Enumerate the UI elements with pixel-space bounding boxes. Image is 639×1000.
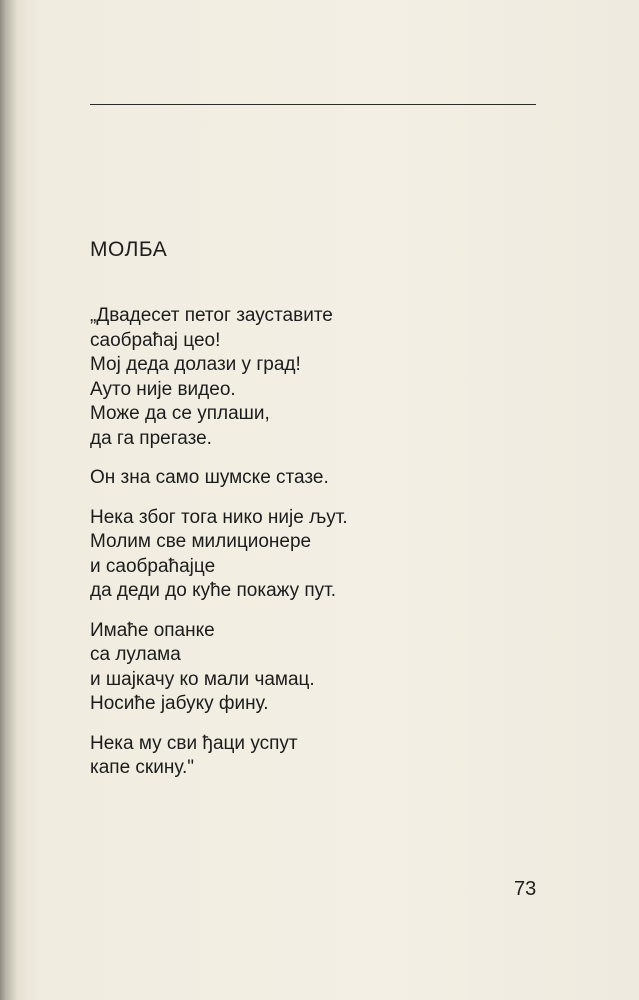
- stanza: [90, 466, 530, 491]
- poem-line: да га прегазе.: [90, 427, 212, 449]
- stanza: [90, 304, 530, 451]
- stanza: [90, 732, 530, 781]
- poem-line: и саобраћајце: [90, 555, 216, 577]
- poem-line: Носиће јабуку фину.: [90, 693, 269, 714]
- poem-line: Нека му сви ђаци успут: [90, 732, 298, 754]
- poem-line: Ауто није видео.: [90, 378, 236, 400]
- poem-line: Нека због тога нико није љут.: [90, 506, 348, 528]
- top-rule: [90, 104, 536, 105]
- poem-line: Имаће опанке: [90, 619, 215, 641]
- show-through-decoration: [330, 236, 540, 260]
- stanza: [90, 506, 530, 604]
- poem-line: капе скину.": [90, 757, 194, 778]
- poem-line: са лулама: [90, 644, 181, 665]
- poem-line: саобраћај цео!: [90, 329, 221, 351]
- poem-line: Мој деда долази у град!: [90, 354, 301, 375]
- poem-title: МОЛБА: [90, 238, 168, 261]
- poem-line: и шајкачу ко мали чамац.: [90, 668, 315, 690]
- poem-line: Може да се уплаши,: [90, 403, 270, 424]
- poem-line: Молим све милиционере: [90, 531, 312, 552]
- stanza: [90, 619, 530, 717]
- page-number: 73: [514, 878, 537, 900]
- poem-line: да деди до куће покажу пут.: [90, 580, 337, 601]
- poem-line: Он зна само шумске стазе.: [90, 467, 329, 488]
- poem-line: „Двадесет петог зауставите: [90, 305, 333, 326]
- poem-body: [90, 304, 530, 796]
